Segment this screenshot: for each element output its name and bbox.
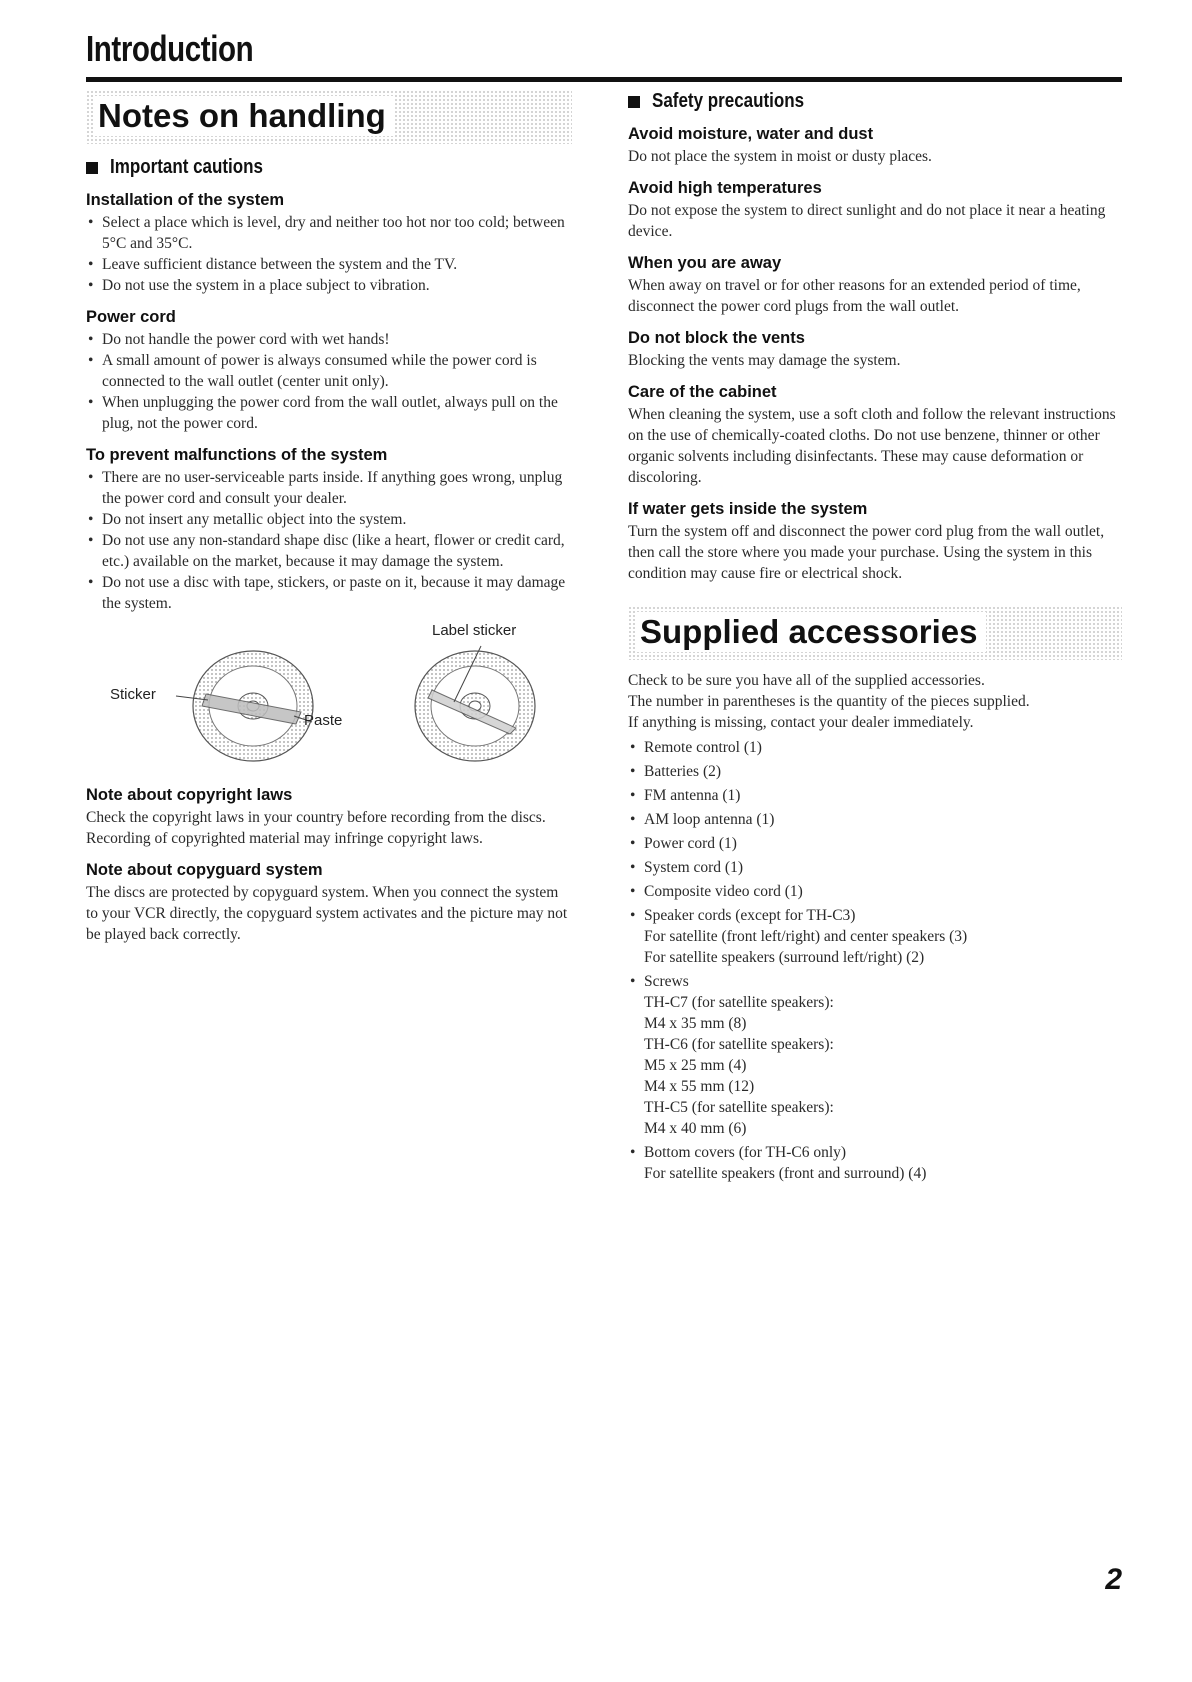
list-item: • Do not handle the power cord with wet hands!: [86, 329, 572, 350]
disc-with-sticker-icon: [176, 651, 313, 761]
list-item: • FM antenna (1): [628, 785, 1122, 806]
supplied-accessories-banner: [628, 606, 1122, 660]
list-item: • Composite video cord (1): [628, 881, 1122, 902]
list-item: • Do not use the system in a place subject to vibration.: [86, 275, 572, 296]
moisture-heading: Avoid moisture, water and dust: [628, 125, 874, 143]
away-text: When away on travel or for other reasons for an extended period of time, disconnect the power cord plugs from the wall outlet.: [628, 277, 1081, 315]
water-text: Turn the system off and disconnect the power cord plug from the wall outlet, then call the store where you made your purchase. Using the system in this condition may cause fire or electrical shock.: [628, 523, 1105, 582]
temperatures-text: Do not expose the system to direct sunlight and do not place it near a heating device.: [628, 202, 1106, 240]
supplied-accessories-title: Supplied accessories: [636, 612, 986, 652]
list-item: • Batteries (2): [628, 761, 1122, 782]
label-sticker-caption: Label sticker: [432, 622, 517, 639]
item-detail: TH-C6 (for satellite speakers):: [644, 1036, 834, 1053]
list-item: • System cord (1): [628, 857, 1122, 878]
right-column: [628, 90, 1122, 1187]
disc-with-label-sticker-icon: [415, 646, 535, 761]
moisture-text: Do not place the system in moist or dusty places.: [628, 148, 932, 165]
item-detail: For satellite speakers (front and surround) (4): [644, 1165, 927, 1182]
item-detail: M4 x 35 mm (8): [644, 1015, 747, 1032]
paste-caption: Paste: [304, 712, 343, 729]
page-number: 2: [1105, 1563, 1122, 1596]
disc-illustration: [86, 624, 572, 774]
cabinet-heading: Care of the cabinet: [628, 383, 777, 401]
square-bullet-icon: [628, 96, 640, 108]
disc-drawing: [86, 624, 572, 774]
copyright-text: Check the copyright laws in your country before recording from the discs. Recording of copyrighted material may infringe copyright laws.: [86, 809, 546, 847]
left-column: [86, 90, 572, 945]
cabinet-text: When cleaning the system, use a soft cloth and follow the relevant instructions on the use of chemically-coated cloths. Do not use benzene, thinner or other organic solvents including disinfectants. These may cause deformation or discoloring.: [628, 406, 1116, 486]
screws-item: [628, 971, 1122, 1139]
vents-heading: Do not block the vents: [628, 329, 805, 347]
sticker-caption: Sticker: [110, 686, 156, 703]
list-item: • There are no user-serviceable parts inside. If anything goes wrong, unplug the power cord and consult your dealer.: [86, 467, 572, 509]
square-bullet-icon: [86, 162, 98, 174]
list-item: • Power cord (1): [628, 833, 1122, 854]
power-cord-list: [86, 329, 572, 434]
list-item: • AM loop antenna (1): [628, 809, 1122, 830]
intro-line: The number in parentheses is the quantity of the pieces supplied.: [628, 693, 1030, 710]
item-detail: For satellite speakers (surround left/right) (2): [644, 949, 925, 966]
intro-line: Check to be sure you have all of the supplied accessories.: [628, 672, 985, 689]
installation-list: [86, 212, 572, 296]
copyguard-text: The discs are protected by copyguard system. When you connect the system to your VCR directly, the copyguard system activates and the picture may not be played back correctly.: [86, 884, 568, 943]
item-label: • Speaker cords (except for TH-C3): [644, 907, 856, 924]
notes-on-handling-banner: [86, 90, 572, 144]
page-title: Introduction: [86, 28, 254, 69]
list-item: • Do not use any non-standard shape disc (like a heart, flower or credit card, etc.) available on the market, because it may damage the system.: [86, 530, 572, 572]
accessories-list: [628, 737, 1122, 1184]
item-detail: M4 x 55 mm (12): [644, 1078, 755, 1095]
list-item: • Do not insert any metallic object into the system.: [86, 509, 572, 530]
malfunctions-list: [86, 467, 572, 614]
item-detail: TH-C5 (for satellite speakers):: [644, 1099, 834, 1116]
malfunctions-heading: To prevent malfunctions of the system: [86, 446, 388, 464]
power-cord-heading: Power cord: [86, 308, 176, 326]
safety-precautions-heading: Safety precautions: [628, 90, 1122, 113]
bottom-covers-item: [628, 1142, 1122, 1184]
item-detail: M5 x 25 mm (4): [644, 1057, 747, 1074]
accessories-intro: [628, 670, 1122, 733]
list-item: • Remote control (1): [628, 737, 1122, 758]
away-heading: When you are away: [628, 254, 782, 272]
item-label: • Screws: [644, 973, 689, 990]
title-rule: [86, 77, 1122, 82]
item-label: • Bottom covers (for TH-C6 only): [644, 1144, 847, 1161]
list-item: • Leave sufficient distance between the system and the TV.: [86, 254, 572, 275]
copyguard-heading: Note about copyguard system: [86, 861, 323, 879]
list-item: • Select a place which is level, dry and neither too hot nor too cold; between 5°C and 35°C.: [86, 212, 572, 254]
notes-on-handling-title: Notes on handling: [94, 96, 394, 136]
list-item: • Do not use a disc with tape, stickers, or paste on it, because it may damage the system.: [86, 572, 572, 614]
installation-heading: Installation of the system: [86, 191, 285, 209]
item-detail: TH-C7 (for satellite speakers):: [644, 994, 834, 1011]
vents-text: Blocking the vents may damage the system.: [628, 352, 901, 369]
item-detail: For satellite (front left/right) and center speakers (3): [644, 928, 968, 945]
copyright-heading: Note about copyright laws: [86, 786, 293, 804]
list-item: • A small amount of power is always consumed while the power cord is connected to the wall outlet (center unit only).: [86, 350, 572, 392]
speaker-cords-item: [628, 905, 1122, 968]
list-item: • When unplugging the power cord from the wall outlet, always pull on the plug, not the power cord.: [86, 392, 572, 434]
temperatures-heading: Avoid high temperatures: [628, 179, 822, 197]
item-detail: M4 x 40 mm (6): [644, 1120, 747, 1137]
important-cautions-heading: Important cautions: [86, 156, 572, 179]
water-heading: If water gets inside the system: [628, 500, 868, 518]
intro-line: If anything is missing, contact your dealer immediately.: [628, 714, 974, 731]
